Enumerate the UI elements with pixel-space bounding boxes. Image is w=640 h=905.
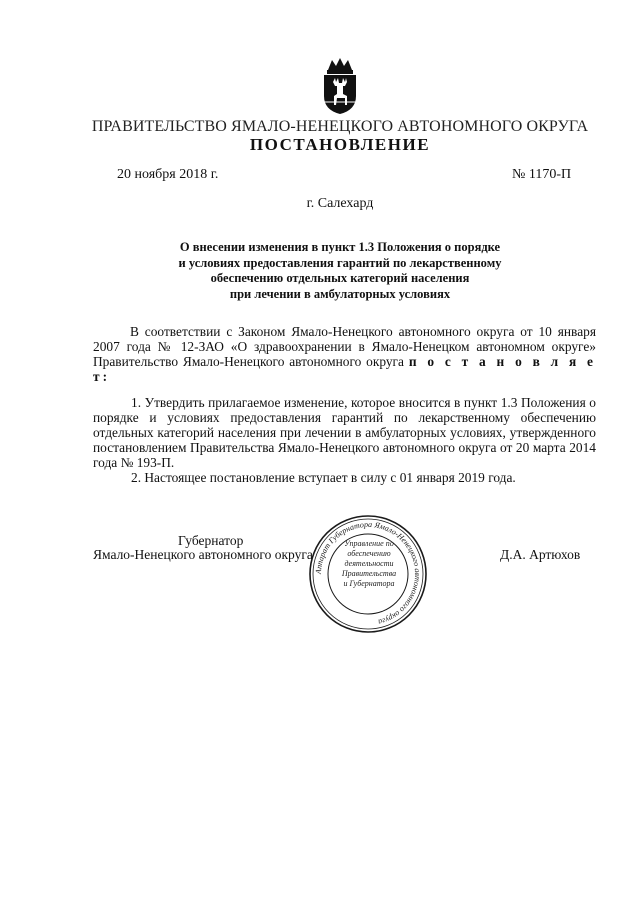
stamp-line: Правительства	[341, 569, 397, 578]
stamp-line: деятельности	[344, 559, 394, 568]
preamble-paragraph	[93, 324, 596, 384]
item-1: 1. Утвердить прилагаемое изменение, которое вносится в пункт 1.3 Положения о порядке и условиях предоставления гарантий по лекарственному обеспечению отдельных категорий населения при лечении в амбулаторных условиях, утвержденного постановлением Правительства Ямало-Ненецкого автономного округа от 20 марта 2014 года № 193-П.	[93, 395, 596, 470]
signature-title: Губернатор	[178, 533, 244, 548]
official-stamp	[306, 512, 430, 636]
title-line: при лечении в амбулаторных условиях	[229, 286, 451, 301]
stamp-line: обеспечению	[347, 549, 391, 558]
document-body	[93, 324, 596, 485]
stamp-ring-text: Аппарат Губернатора Ямало-Ненецкого автономного округа	[313, 519, 423, 627]
signature-org: Ямало-Ненецкого автономного округа	[93, 547, 313, 562]
title-line: О внесении изменения в пункт 1.3 Положения о порядке	[179, 240, 501, 254]
stamp-line: и Губернатора	[343, 579, 395, 588]
document-number: № 1170-П	[512, 167, 572, 182]
resolves-word: п о с т а н о в л я е т:	[93, 354, 596, 384]
signature-name: Д.А. Артюхов	[500, 547, 581, 562]
title-line: обеспечению отдельных категорий населения	[210, 271, 470, 285]
document-city: г. Салехард	[306, 196, 374, 211]
document-type: ПОСТАНОВЛЕНИЕ	[249, 135, 431, 154]
organization-name: ПРАВИТЕЛЬСТВО ЯМАЛО-НЕНЕЦКОГО АВТОНОМНОГО ОКРУГА	[91, 118, 589, 135]
coat-of-arms-icon	[318, 56, 362, 116]
document-title	[118, 240, 562, 302]
stamp-center-text	[330, 539, 408, 589]
stamp-line: Управление по	[344, 539, 394, 548]
item-2: 2. Настоящее постановление вступает в силу с 01 января 2019 года.	[131, 470, 516, 485]
document-date: 20 ноября 2018 г.	[117, 167, 219, 182]
preamble-text: В соответствии с Законом Ямало-Ненецкого автономного округа от 10 января 2007 года № 12-ЗАО «О здравоохранении в Ямало-Ненецком автономном округе» Правительство Ямало-Ненецкого автономного округа	[93, 324, 596, 369]
title-line: и условиях предоставления гарантий по лекарственному	[178, 255, 502, 270]
